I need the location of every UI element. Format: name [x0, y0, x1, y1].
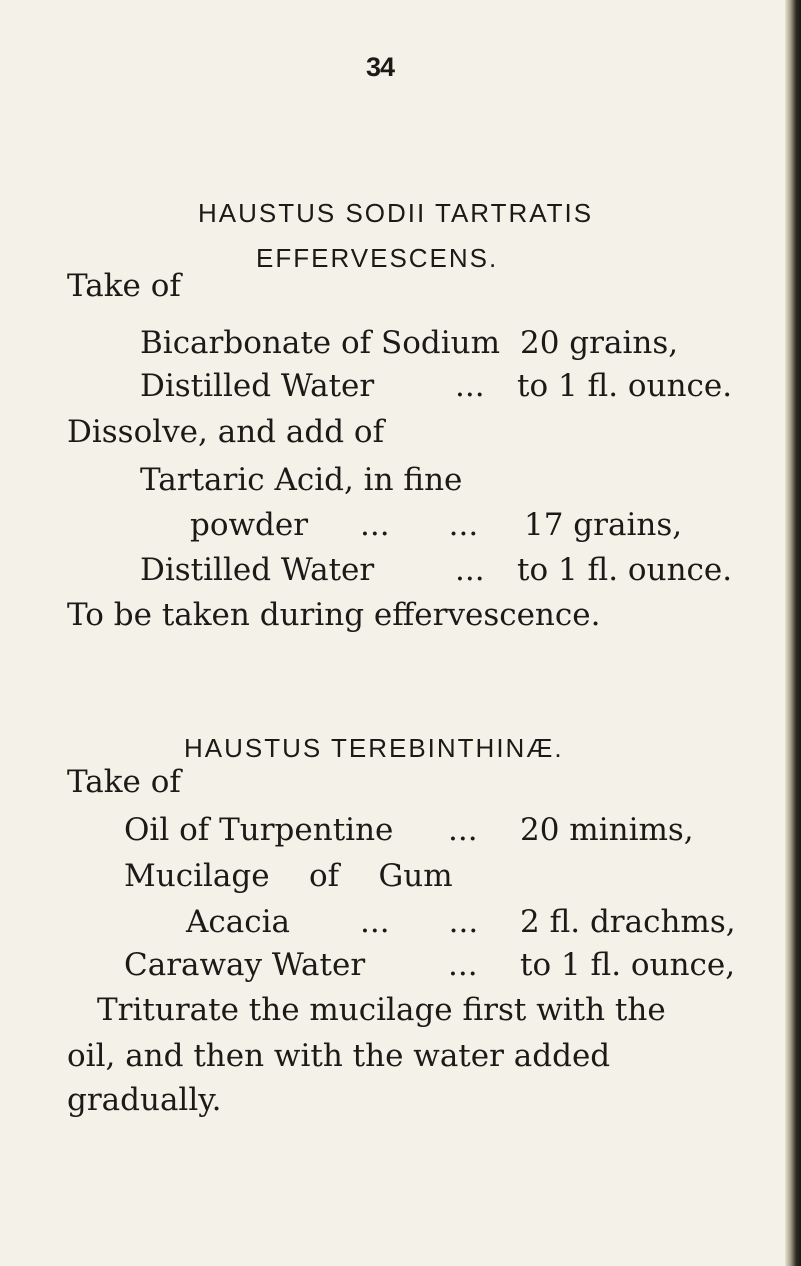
ingredient-dots: ... ... — [360, 507, 479, 543]
dissolve-line: Dissolve, and add of — [67, 414, 385, 450]
take-of-2: Take of — [67, 764, 181, 800]
recipe-instruction-line: oil, and then with the water added — [67, 1038, 611, 1074]
page-number: 34 — [366, 52, 395, 82]
ingredient-dots: ... — [448, 812, 478, 848]
ingredient-name-line2: Acacia — [186, 904, 290, 940]
ingredient-name: Oil of Turpentine — [124, 812, 394, 848]
recipe-instruction-line: gradually. — [67, 1082, 222, 1118]
recipe-instruction-line: Triturate the mucilage first with the — [97, 992, 666, 1028]
ingredient-amount: to 1 fl. ounce. — [517, 552, 733, 588]
ingredient-amount: to 1 fl. ounce, — [520, 947, 736, 983]
ingredient-name-line2: powder — [190, 507, 309, 543]
recipe-instruction-1: To be taken during effervescence. — [67, 597, 601, 633]
ingredient-name: Bicarbonate of Sodium — [140, 325, 500, 361]
ingredient-amount: 2 fl. drachms, — [520, 904, 736, 940]
ingredient-amount: to 1 fl. ounce. — [517, 368, 733, 404]
ingredient-amount: 20 minims, — [520, 812, 694, 848]
ingredient-dots: ... — [455, 552, 485, 588]
ingredient-name-line1: Tartaric Acid, in fine — [140, 462, 463, 498]
ingredient-name-line1: Mucilage of Gum — [124, 858, 453, 894]
take-of-1: Take of — [67, 268, 181, 304]
ingredient-amount: 17 grains, — [524, 507, 683, 543]
ingredient-dots: ... — [455, 368, 485, 404]
ingredient-amount: 20 grains, — [520, 325, 679, 361]
ingredient-name: Distilled Water — [140, 552, 375, 588]
page-binding-edge — [785, 0, 801, 1266]
recipe-title-1-line1: HAUSTUS SODII TARTRATIS — [198, 198, 594, 228]
recipe-title-2: HAUSTUS TEREBINTHINÆ. — [184, 733, 564, 763]
ingredient-dots: ... ... — [360, 904, 479, 940]
ingredient-name: Distilled Water — [140, 368, 375, 404]
ingredient-dots: ... — [448, 947, 478, 983]
recipe-title-1-line2: EFFERVESCENS. — [256, 243, 499, 273]
ingredient-name: Caraway Water — [124, 947, 366, 983]
